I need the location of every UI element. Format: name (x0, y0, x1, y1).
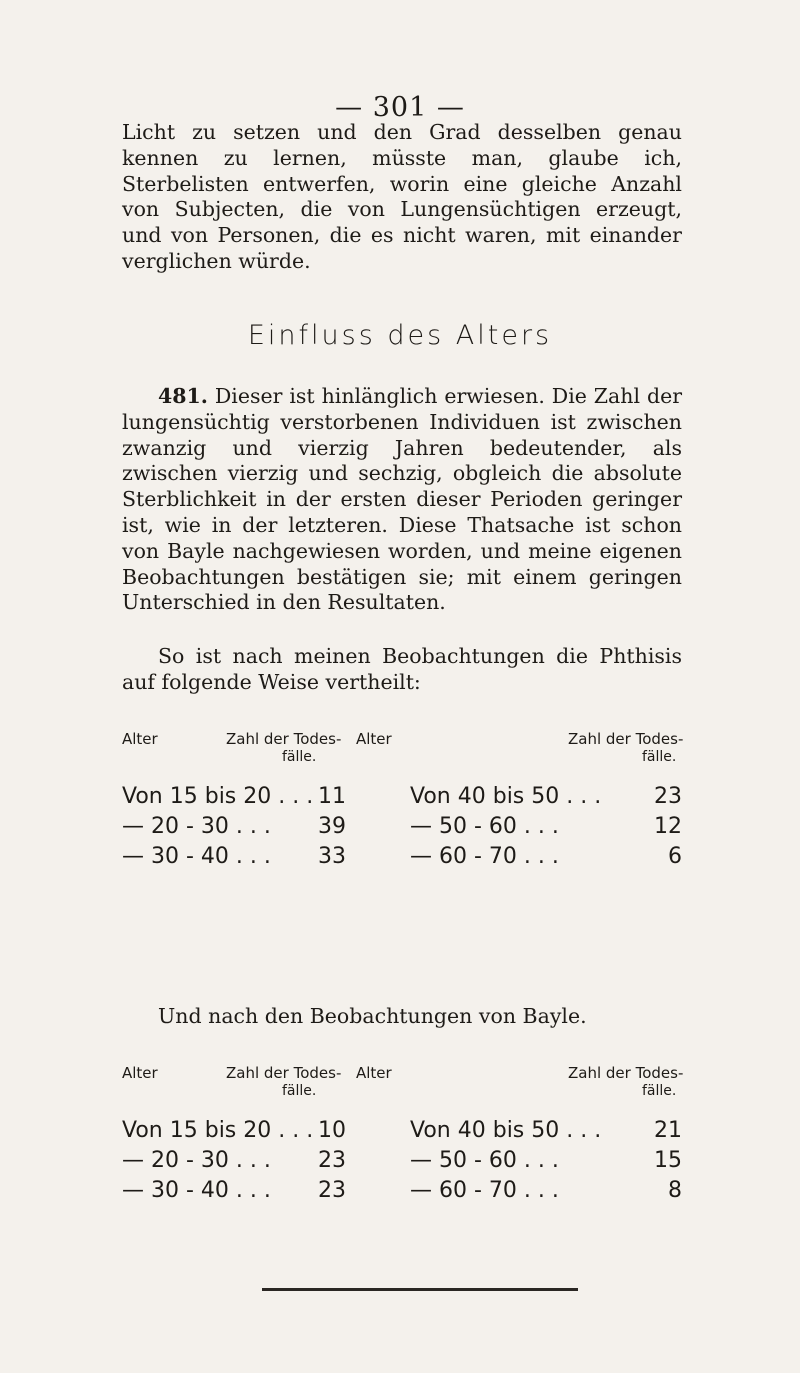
bayle-intro: Und nach den Beobachtungen von Bayle. (158, 1004, 587, 1028)
left-range: — 30 - 40 . . . (122, 844, 271, 869)
right-value: 23 (654, 784, 682, 809)
table-row (122, 1176, 684, 1206)
left-range: — 30 - 40 . . . (122, 1178, 271, 1203)
right-range: — 50 - 60 . . . (410, 1148, 559, 1173)
left-range: — 20 - 30 . . . (122, 1148, 271, 1173)
table-row (122, 782, 684, 812)
section-paragraph (122, 384, 682, 616)
intro-paragraph: Licht zu setzen und den Grad desselben genau kennen zu lernen, müsste man, glaube ich, Sterbelisten entwerfen, worin eine gleiche Anzahl von Subjecten, die von Lungensüchtigen erzeugt, und von Personen, die es nicht waren, mit einander verglichen würde. (122, 120, 682, 273)
header-zahl: Zahl der Todes- (226, 1064, 342, 1082)
header-alter-2: Alter (356, 1064, 392, 1082)
left-value: 11 (318, 784, 346, 809)
table-header (122, 730, 684, 782)
right-range: Von 40 bis 50 . . . (410, 1118, 602, 1143)
left-range: — 20 - 30 . . . (122, 814, 271, 839)
left-range: Von 15 bis 20 . . . (122, 784, 314, 809)
table-row (122, 1146, 684, 1176)
header-zahl-cont: fälle. (282, 749, 317, 765)
header-alter: Alter (122, 1064, 158, 1082)
section-heading: Einfluss des Alters (247, 320, 553, 351)
table-bayle-observations (122, 1064, 684, 1206)
left-value: 39 (318, 814, 346, 839)
right-value: 15 (654, 1148, 682, 1173)
table-own-observations (122, 730, 684, 872)
right-value: 8 (668, 1178, 682, 1203)
left-value: 23 (318, 1178, 346, 1203)
table-header (122, 1064, 684, 1116)
header-alter: Alter (122, 730, 158, 748)
closing-rule (262, 1288, 578, 1291)
table-row (122, 1116, 684, 1146)
right-value: 21 (654, 1118, 682, 1143)
table-row (122, 842, 684, 872)
header-zahl-cont: fälle. (282, 1083, 317, 1099)
right-range: — 60 - 70 . . . (410, 844, 559, 869)
right-range: — 60 - 70 . . . (410, 1178, 559, 1203)
header-zahl-2: Zahl der Todes- (568, 1064, 684, 1082)
left-value: 33 (318, 844, 346, 869)
header-zahl-2: Zahl der Todes- (568, 730, 684, 748)
left-value: 23 (318, 1148, 346, 1173)
table-row (122, 812, 684, 842)
page-number: — 301 — (335, 92, 465, 123)
header-zahl-2-cont: fälle. (642, 749, 677, 765)
left-value: 10 (318, 1118, 346, 1143)
header-zahl: Zahl der Todes- (226, 730, 342, 748)
distribution-intro: So ist nach meinen Beobachtungen die Phthisis auf folgende Weise vertheilt: (122, 644, 682, 694)
right-value: 12 (654, 814, 682, 839)
right-range: — 50 - 60 . . . (410, 814, 559, 839)
header-zahl-2-cont: fälle. (642, 1083, 677, 1099)
header-alter-2: Alter (356, 730, 392, 748)
paragraph-number: 481. (158, 384, 208, 408)
right-value: 6 (668, 844, 682, 869)
paragraph-text: Dieser ist hinlänglich erwiesen. Die Zahl der lungensüchtig verstorbenen Individuen ist zwischen zwanzig und vierzig Jahren bedeutender, als zwischen vierzig und sechzig, obgleich die absolute Sterblichkeit in der ersten dieser Perioden geringer ist, wie in der letzteren. Diese Thatsache ist schon von Bayle nachgewiesen worden, und meine eigenen Beobachtungen bestätigen sie; mit einem geringen Unterschied in den Resultaten. (122, 384, 682, 615)
left-range: Von 15 bis 20 . . . (122, 1118, 314, 1143)
right-range: Von 40 bis 50 . . . (410, 784, 602, 809)
